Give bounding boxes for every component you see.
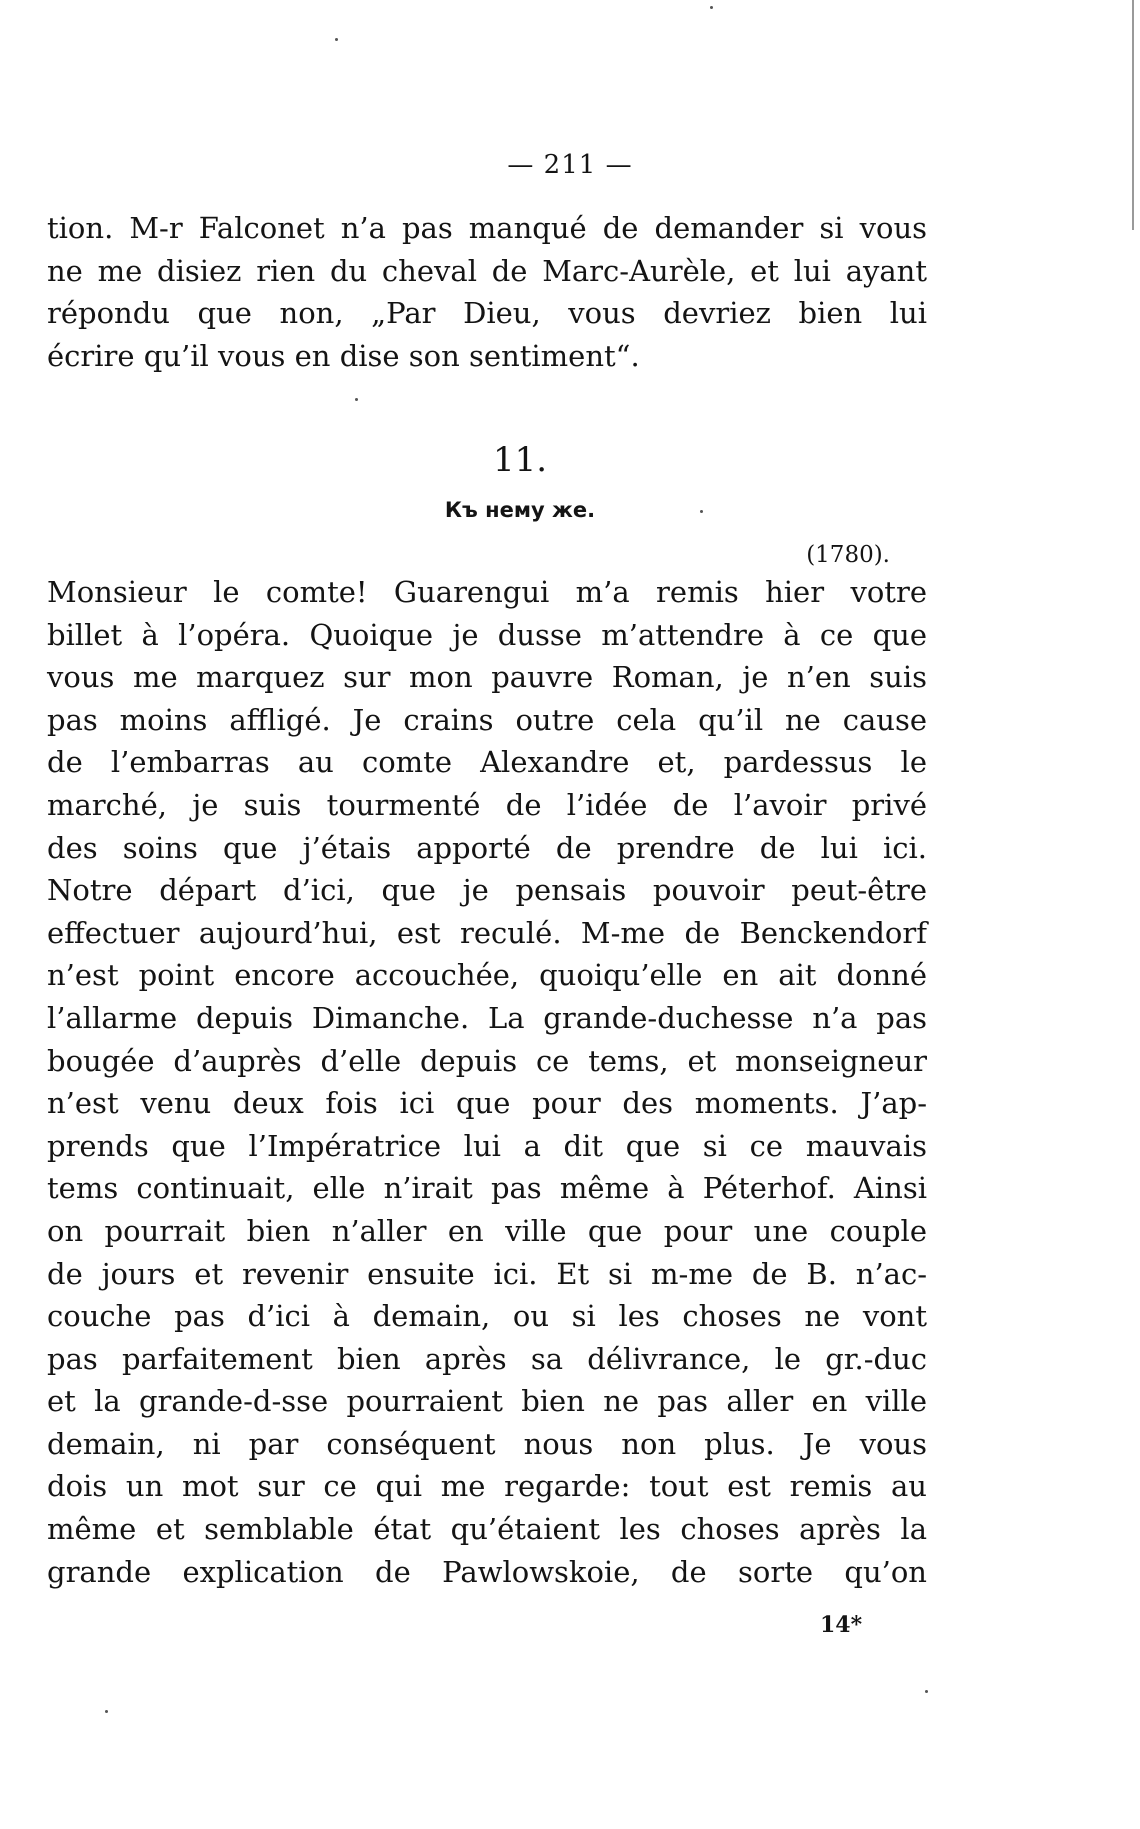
page-number: — 211 —	[507, 150, 633, 180]
text-line: Monsieur le comte! Guarengui m’a remis hier votre	[47, 575, 927, 609]
text-line: marché, je suis tourmenté de l’idée de l’avoir privé	[47, 787, 927, 822]
text-line: effectuer aujourd’hui, est reculé. M-me de Benckendorf	[47, 915, 927, 950]
text-line: n’est point encore accouchée, quoiqu’elle en ait donné	[47, 958, 927, 993]
scan-speck	[355, 398, 358, 401]
text-line: couche pas d’ici à demain, ou si les choses ne vont	[47, 1299, 927, 1334]
text-line: de jours et revenir ensuite ici. Et si m-me de B. n’ac-	[47, 1256, 927, 1291]
text-line: tems continuait, elle n’irait pas même à Péterhof. Ainsi	[47, 1171, 927, 1206]
text-line: demain, ni par conséquent nous non plus. Je vous	[47, 1426, 927, 1461]
text-line: Notre départ d’ici, que je pensais pouvoir peut-être	[47, 873, 927, 908]
text-line: vous me marquez sur mon pauvre Roman, je n’en suis	[47, 660, 927, 695]
signature-mark: 14*	[820, 1612, 863, 1638]
scan-speck	[335, 38, 338, 41]
text-line: tion. M-r Falconet n’a pas manqué de demander si vous	[47, 211, 927, 245]
scan-speck	[700, 510, 703, 513]
text-line: des soins que j’étais apporté de prendre de lui ici.	[47, 830, 927, 865]
letter-recipient: Къ нему же.	[444, 498, 596, 522]
letter-body	[47, 571, 927, 1593]
text-line: pas moins affligé. Je crains outre cela qu’il ne cause	[47, 702, 927, 737]
continued-letter-text	[47, 207, 927, 377]
text-line: et la grande-d-sse pourraient bien ne pas aller en ville	[47, 1384, 927, 1419]
text-line: pas parfaitement bien après sa délivrance, le gr.-duc	[47, 1341, 927, 1376]
text-line: répondu que non, „Par Dieu, vous devriez bien lui	[47, 296, 927, 331]
scan-speck	[105, 1710, 108, 1713]
text-line: n’est venu deux fois ici que pour des moments. J’ap-	[47, 1086, 927, 1121]
scan-speck	[925, 1690, 928, 1693]
scan-speck	[710, 6, 713, 9]
text-line: même et semblable état qu’étaient les choses après la	[47, 1512, 927, 1547]
text-line: ne me disiez rien du cheval de Marc-Aurèle, et lui ayant	[47, 253, 927, 288]
text-line: de l’embarras au comte Alexandre et, pardessus le	[47, 745, 927, 780]
text-line: grande explication de Pawlowskoie, de sorte qu’on	[47, 1554, 927, 1589]
text-line: bougée d’auprès d’elle depuis ce tems, et monseigneur	[47, 1043, 927, 1078]
scan-edge-rule	[1132, 0, 1134, 230]
text-line: on pourrait bien n’aller en ville que pour une couple	[47, 1213, 927, 1248]
letter-date: (1780).	[806, 542, 890, 568]
text-line: billet à l’opéra. Quoique je dusse m’attendre à ce que	[47, 617, 927, 652]
text-line: écrire qu’il vous en dise son sentiment“.	[47, 338, 640, 373]
text-line: l’allarme depuis Dimanche. La grande-duchesse n’a pas	[47, 1000, 927, 1035]
letter-number: 11.	[492, 440, 548, 480]
text-line: dois un mot sur ce qui me regarde: tout est remis au	[47, 1469, 927, 1504]
text-line: prends que l’Impératrice lui a dit que si ce mauvais	[47, 1128, 927, 1163]
